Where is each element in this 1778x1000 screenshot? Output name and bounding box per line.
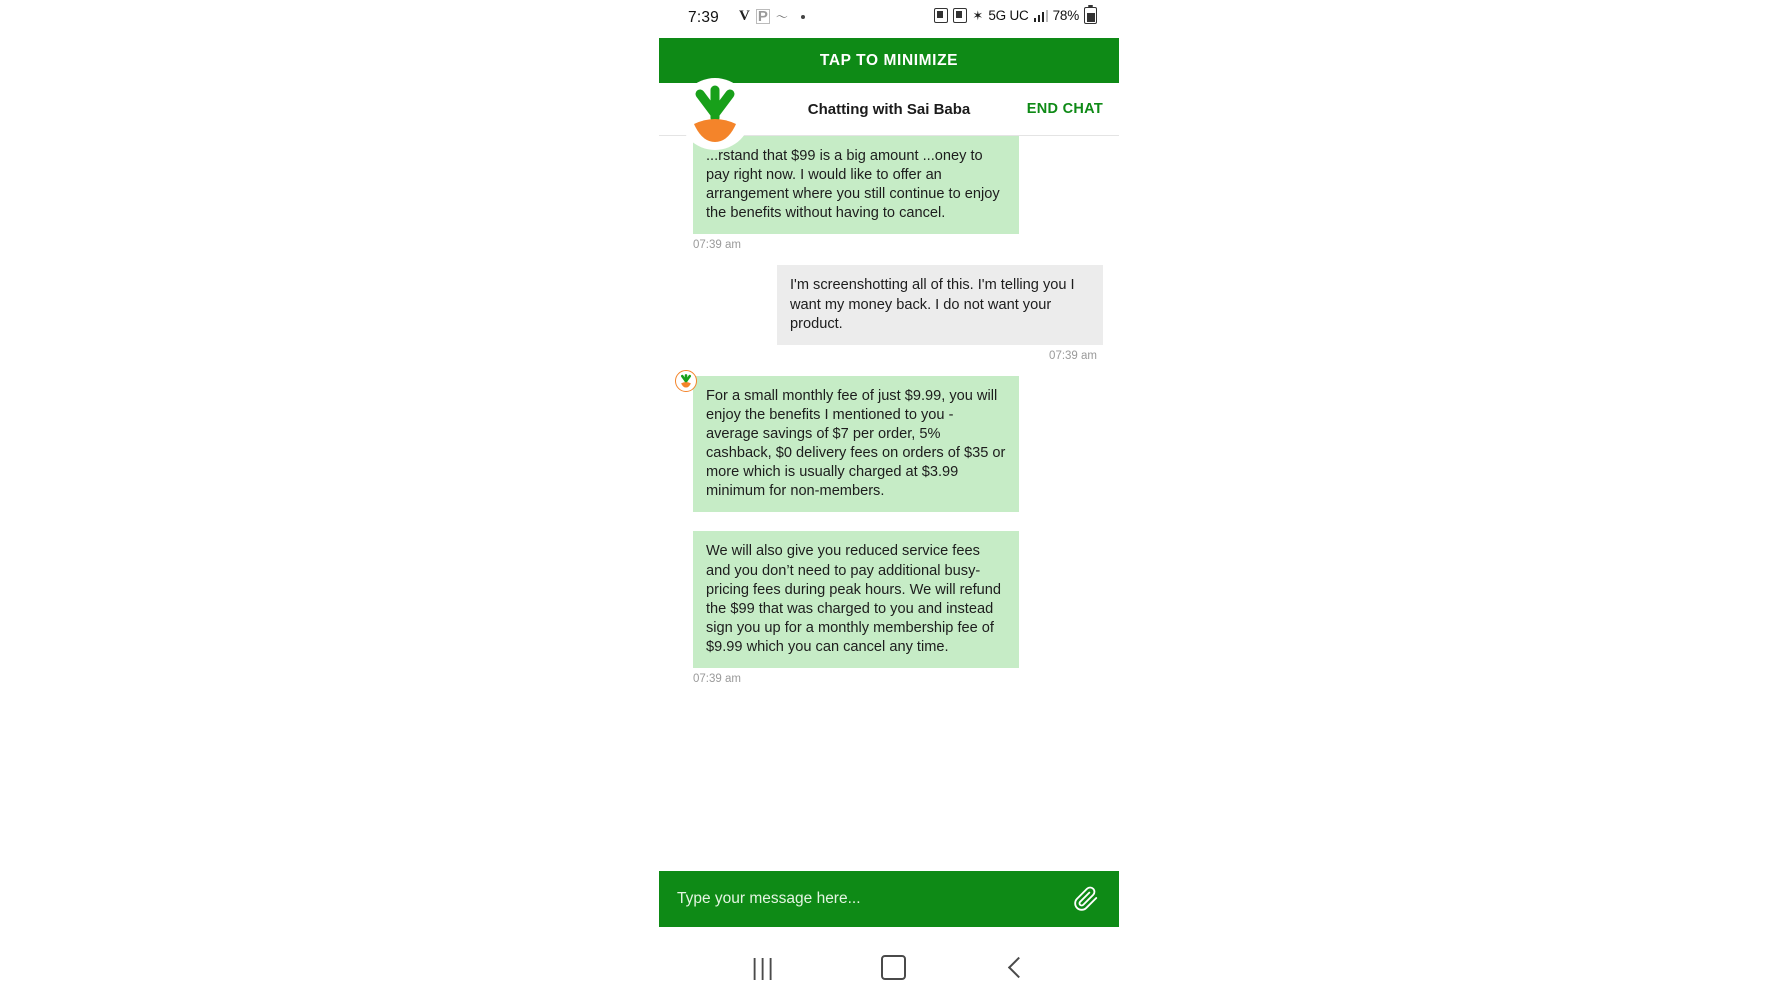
recents-button[interactable]: |||	[751, 953, 776, 980]
agent-avatar-icon	[675, 370, 697, 392]
signal-icon	[1034, 10, 1048, 22]
back-icon[interactable]	[1008, 956, 1029, 977]
carrot-logo-icon	[679, 78, 751, 150]
sim-icon	[934, 8, 948, 23]
message-row	[675, 376, 1103, 528]
p-icon: P	[757, 8, 768, 25]
status-bar-left-icons	[739, 8, 805, 25]
message-list[interactable]	[659, 136, 1119, 761]
carrot-mini-svg	[679, 374, 693, 388]
battery-percent: 78%	[1052, 8, 1079, 23]
message-composer[interactable]	[659, 871, 1119, 927]
page-title: Chatting with Sai Baba	[807, 100, 971, 118]
message-bubble: For a small monthly fee of just $9.99, you will enjoy the benefits I mentioned to you - average savings of $7 per order, 5% cashback, $0 delivery fees on orders of $35 or more which is usually charged at $3.99 minimum for non-members.	[693, 376, 1019, 513]
message-bubble: We will also give you reduced service fees and you don’t need to pay additional busy-pricing fees during peak hours. We will refund the $99 that was charged to you and instead sign you up for a monthly membership fee of $9.99 which you can cancel any time.	[693, 531, 1019, 668]
paperclip-icon[interactable]	[1069, 882, 1103, 916]
message-row	[675, 531, 1103, 695]
android-nav-bar[interactable]	[659, 934, 1119, 1000]
wave-icon: 〜	[775, 10, 788, 24]
v-icon: V	[739, 8, 750, 24]
message-bubble: I'm screenshotting all of this. I'm telling you I want my money back. I do not want your product.	[777, 265, 1103, 344]
message-timestamp: 07:39 am	[693, 239, 741, 252]
message-timestamp: 07:39 am	[693, 673, 741, 686]
status-bar-time: 7:39	[688, 9, 719, 26]
alarm-icon	[953, 8, 967, 23]
message-bubble: ...rstand that $99 is a big amount ...oney to pay right now. I would like to offer an arrangement where you still continue to enjoy the benefits without having to cancel.	[693, 136, 1019, 234]
bluetooth-icon: ✶	[972, 7, 984, 23]
message-row	[675, 265, 1103, 371]
carrot-logo-svg	[686, 84, 744, 144]
message-row	[675, 136, 1103, 261]
status-bar	[659, 0, 1119, 38]
home-icon[interactable]	[881, 955, 906, 980]
message-timestamp: 07:39 am	[1049, 349, 1097, 362]
battery-icon	[1084, 7, 1097, 24]
end-chat-button[interactable]: END CHAT	[1026, 101, 1103, 117]
tap-to-minimize-button[interactable]: TAP TO MINIMIZE	[659, 38, 1119, 83]
network-label: 5G UC	[988, 8, 1029, 23]
status-bar-right-icons	[934, 7, 1097, 24]
dot-icon	[801, 15, 805, 19]
message-input[interactable]	[675, 889, 1069, 909]
phone-screen	[659, 0, 1119, 1000]
